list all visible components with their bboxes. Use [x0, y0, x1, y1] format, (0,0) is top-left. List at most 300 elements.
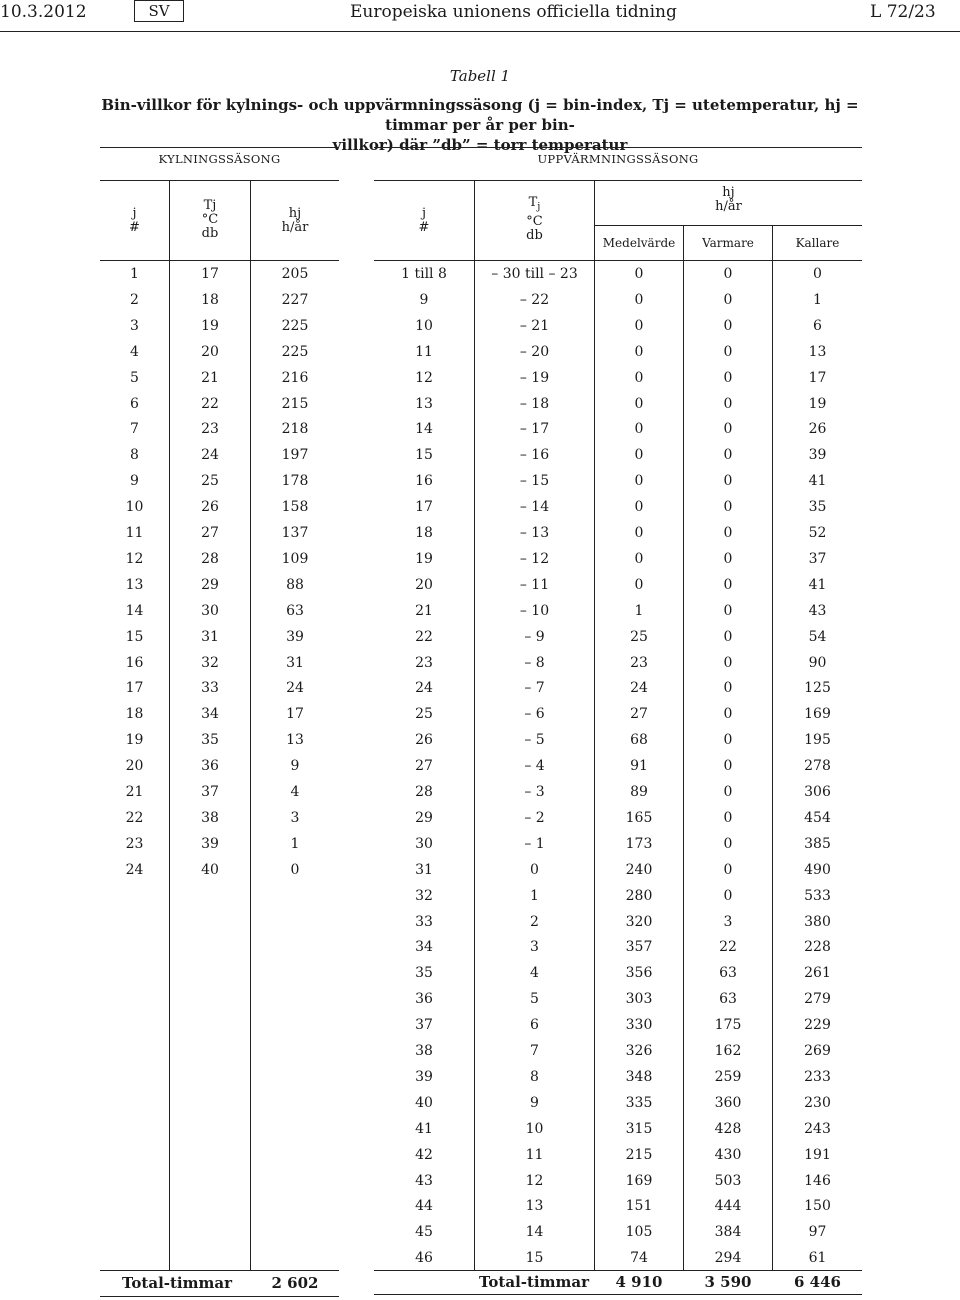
- header-rule: [0, 31, 960, 32]
- heating-cell: 46: [415, 1250, 433, 1267]
- heating-cell: 428: [714, 1120, 742, 1137]
- heating-cell: 15: [525, 1250, 544, 1267]
- heating-cell: 23: [630, 654, 648, 671]
- heating-cell: 303: [625, 991, 653, 1008]
- heating-cell: 39: [808, 447, 827, 464]
- heating-cell: 326: [625, 1043, 653, 1059]
- heating-cell: 150: [804, 1198, 831, 1215]
- cooling-cell: 40: [201, 861, 219, 878]
- heating-cell: 315: [625, 1120, 653, 1137]
- heating-cell: 0: [723, 395, 733, 412]
- cooling-cell: 19: [201, 317, 219, 334]
- heating-cell: 294: [714, 1250, 742, 1267]
- heating-cell: 97: [808, 1224, 827, 1241]
- heating-cell: 91: [630, 758, 648, 775]
- cooling-cell: 225: [281, 317, 309, 334]
- cooling-cell: 24: [286, 680, 304, 697]
- heating-cell: 23: [415, 654, 433, 671]
- cooling-cell: 19: [125, 732, 144, 749]
- cooling-cell: 31: [286, 654, 304, 671]
- heating-cell: – 4: [524, 758, 545, 775]
- heating-cell: 45: [415, 1224, 433, 1241]
- heating-cell: 0: [723, 784, 733, 800]
- heating-cell: 360: [714, 1094, 742, 1111]
- heating-cell: 15: [415, 447, 433, 464]
- heating-cell: 1: [813, 291, 822, 308]
- cooling-cell: 0: [290, 861, 300, 878]
- cooling-cell: 22: [125, 809, 144, 826]
- cooling-cell: 26: [201, 499, 219, 516]
- heating-cell: 1: [530, 887, 539, 904]
- heating-cell: 11: [525, 1146, 544, 1163]
- cooling-cell: 17: [125, 680, 144, 697]
- heating-cell: 26: [415, 732, 433, 749]
- heating-cell: – 18: [519, 395, 550, 412]
- heating-cell: 17: [808, 369, 827, 386]
- heating-cell: 430: [714, 1146, 742, 1163]
- heating-cell: 37: [415, 1017, 433, 1034]
- cooling-top-rule: [100, 147, 339, 148]
- heating-cell: 0: [723, 732, 733, 749]
- heating-cell: – 8: [524, 654, 545, 671]
- heating-cell: 52: [808, 525, 827, 541]
- heating-cell: – 9: [524, 628, 545, 645]
- heating-col-hj-header: hj h/år: [715, 185, 742, 214]
- heating-cell: 11: [415, 343, 433, 360]
- heating-cell: 0: [634, 473, 644, 490]
- heating-cell: – 1: [524, 835, 545, 852]
- heating-cell: 14: [415, 421, 433, 438]
- heating-cell: 380: [804, 913, 831, 930]
- heating-cell: 0: [813, 266, 822, 282]
- header-date: 10.3.2012: [0, 2, 87, 22]
- heating-cell: 0: [634, 525, 644, 541]
- heating-cell: 0: [723, 266, 733, 282]
- heating-cell: 357: [625, 939, 653, 956]
- heating-cell: 191: [804, 1146, 831, 1163]
- heating-cell: 30: [415, 835, 433, 852]
- cooling-cell: 5: [130, 369, 139, 386]
- heating-cell: 44: [415, 1198, 433, 1215]
- heating-cell: 4: [530, 965, 539, 982]
- heating-cell: – 10: [519, 602, 550, 619]
- page-reference: L 72/23: [870, 2, 936, 22]
- heating-cell: – 3: [524, 784, 545, 800]
- cooling-cell: 30: [201, 602, 219, 619]
- heating-cell: 7: [530, 1043, 539, 1059]
- heating-cell: 0: [723, 343, 733, 360]
- cooling-cell: 178: [281, 473, 309, 490]
- cooling-cell: 14: [125, 602, 144, 619]
- heating-cell: 38: [415, 1043, 433, 1059]
- heating-cell: 335: [625, 1094, 653, 1111]
- heating-cell: – 12: [519, 550, 550, 567]
- heating-cell: 444: [714, 1198, 742, 1215]
- journal-title: Europeiska unionens officiella tidning: [350, 2, 677, 22]
- heating-cell: 0: [634, 369, 644, 386]
- heating-cell: 0: [634, 447, 644, 464]
- heating-cell: 12: [525, 1172, 544, 1189]
- heating-cell: 0: [723, 628, 733, 645]
- cooling-cell: 17: [201, 266, 219, 282]
- cooling-season-title: KYLNINGSSÄSONG: [158, 152, 281, 166]
- heating-cell: 8: [530, 1068, 539, 1085]
- heating-cell: 146: [804, 1172, 831, 1189]
- cooling-cell: 24: [125, 861, 144, 878]
- cooling-cell: 13: [286, 732, 304, 749]
- heating-cell: 0: [723, 499, 733, 516]
- heating-cell: 0: [723, 809, 733, 826]
- heating-cell: 0: [634, 499, 644, 516]
- cooling-total-value: 2 602: [271, 1274, 319, 1292]
- cooling-cell: 16: [125, 654, 144, 671]
- heating-cell: 42: [415, 1146, 433, 1163]
- heating-cell: 41: [808, 576, 827, 593]
- heating-cell: 10: [415, 317, 433, 334]
- cooling-cell: 197: [281, 447, 309, 464]
- heating-cell: 0: [634, 421, 644, 438]
- cooling-bottom-rule: [100, 1296, 339, 1297]
- heating-cell: 74: [630, 1250, 648, 1267]
- heating-cell: 215: [625, 1146, 653, 1163]
- heating-cell: 35: [808, 499, 827, 516]
- heating-cell: 0: [723, 473, 733, 490]
- cooling-cell: 21: [125, 784, 144, 800]
- heating-cell: – 22: [519, 291, 550, 308]
- cooling-cell: 3: [290, 809, 300, 826]
- cooling-cell: 37: [201, 784, 219, 800]
- heating-cell: 29: [415, 809, 433, 826]
- heating-cell: 33: [415, 913, 433, 930]
- heating-cell: 503: [714, 1172, 742, 1189]
- heating-title-rule: [374, 180, 862, 181]
- heating-cell: 6: [530, 1017, 539, 1034]
- heating-cell: 27: [415, 758, 433, 775]
- heating-cell: 169: [625, 1172, 653, 1189]
- cooling-total-label: Total-timmar: [121, 1274, 232, 1292]
- heating-cell: 306: [804, 784, 831, 800]
- heating-cell: 0: [723, 861, 733, 878]
- cooling-cell: 18: [125, 706, 144, 723]
- cooling-cell: 216: [281, 369, 309, 386]
- heating-cell: 26: [808, 421, 827, 438]
- heating-cell: 90: [808, 654, 827, 671]
- heating-cell: 3: [530, 939, 539, 956]
- heating-sub-varmare: Varmare: [702, 236, 754, 250]
- heating-cell: 0: [634, 576, 644, 593]
- heating-cell: 9: [419, 291, 429, 308]
- cooling-cell: 17: [286, 706, 304, 723]
- heating-cell: 2: [530, 913, 539, 930]
- heating-cell: 261: [804, 965, 831, 982]
- heating-cell: 41: [415, 1120, 433, 1137]
- heating-cell: 89: [630, 784, 648, 800]
- heating-cell: 13: [808, 343, 827, 360]
- heating-cell: 233: [804, 1068, 831, 1085]
- heating-bottom-rule: [374, 1294, 862, 1295]
- cooling-cell: 13: [125, 576, 144, 593]
- heating-cell: 63: [719, 965, 737, 982]
- heating-cell: 0: [723, 602, 733, 619]
- heating-cell: 0: [723, 369, 733, 386]
- heating-season-title: UPPVÄRMNINGSSÄSONG: [537, 152, 699, 166]
- heating-cell: 1: [634, 602, 644, 619]
- heating-cell: 21: [415, 602, 433, 619]
- cooling-cell: 137: [281, 525, 309, 541]
- cooling-cell: 88: [286, 576, 304, 593]
- cooling-cell: 29: [201, 576, 219, 593]
- heating-cell: – 14: [519, 499, 550, 516]
- heating-cell: 22: [719, 939, 737, 956]
- heating-cell: 385: [804, 835, 831, 852]
- cooling-cell: 109: [281, 550, 309, 567]
- heating-total-varmare: 3 590: [704, 1273, 752, 1291]
- cooling-cell: 10: [125, 499, 144, 516]
- heating-cell: 41: [808, 473, 827, 490]
- heating-col-tj-header: $T_j$ °C db: [526, 195, 543, 243]
- heating-cell: 175: [714, 1017, 742, 1034]
- heating-cell: 0: [723, 550, 733, 567]
- heating-cell: 278: [804, 758, 831, 775]
- heating-cell: 35: [415, 965, 433, 982]
- heating-cell: 5: [530, 991, 539, 1008]
- heating-cell: 0: [723, 421, 733, 438]
- heating-cell: – 19: [519, 369, 550, 386]
- heating-cell: 18: [415, 525, 433, 541]
- heating-cell: 0: [723, 887, 733, 904]
- heating-cell: 16: [415, 473, 433, 490]
- heating-cell: 230: [804, 1094, 831, 1111]
- heating-cell: 105: [625, 1224, 653, 1241]
- heating-cell: 0: [723, 758, 733, 775]
- heating-cell: 356: [625, 965, 653, 982]
- heating-cell: 54: [808, 628, 827, 645]
- heating-cell: 31: [415, 861, 433, 878]
- cooling-cell: 39: [286, 628, 304, 645]
- heating-cell: 0: [723, 317, 733, 334]
- heating-cell: 43: [808, 602, 827, 619]
- cooling-cell: 23: [201, 421, 219, 438]
- cooling-col-j-header: j #: [129, 206, 140, 235]
- heating-total-kallare: 6 446: [794, 1273, 841, 1291]
- caption-line-1: Bin-villkor för kylnings- och uppvärmningssäsong (j = bin-index, Tj = utetemperatur, hj = timmar per år per bin-: [101, 96, 859, 134]
- heating-cell: 13: [525, 1198, 544, 1215]
- heating-cell: 165: [625, 809, 653, 826]
- cooling-cell: 12: [125, 550, 144, 567]
- heating-cell: 125: [804, 680, 831, 697]
- heating-cell: 10: [525, 1120, 544, 1137]
- heating-cell: 37: [808, 550, 827, 567]
- heating-cell: – 15: [519, 473, 550, 490]
- heating-cell: 169: [804, 706, 831, 723]
- cooling-cell: 25: [201, 473, 219, 490]
- cooling-cell: 31: [201, 628, 219, 645]
- heating-cell: – 2: [524, 809, 545, 826]
- cooling-cell: 227: [281, 291, 309, 308]
- heating-cell: 0: [634, 395, 644, 412]
- cooling-cell: 33: [201, 680, 219, 697]
- heating-cell: 151: [625, 1198, 653, 1215]
- heating-cell: 348: [625, 1068, 653, 1085]
- heating-cell: 0: [530, 861, 539, 878]
- cooling-cell: 36: [201, 758, 219, 775]
- heating-cell: 0: [723, 447, 733, 464]
- heating-cell: 3: [723, 913, 733, 930]
- cooling-cell: 205: [281, 266, 309, 282]
- heating-cell: 454: [804, 809, 831, 826]
- heating-top-rule: [374, 147, 862, 148]
- heating-cell: 228: [804, 939, 831, 956]
- heating-cell: 61: [808, 1250, 827, 1267]
- heating-cell: 36: [415, 991, 433, 1008]
- heating-col-j-header: j #: [418, 206, 430, 235]
- heating-cell: – 11: [519, 576, 550, 593]
- heating-cell: 0: [723, 835, 733, 852]
- cooling-cell: 3: [130, 317, 139, 334]
- heating-cell: – 13: [519, 525, 550, 541]
- table-label: Tabell 1: [449, 67, 511, 85]
- heating-cell: – 17: [519, 421, 550, 438]
- cooling-cell: 1: [130, 266, 139, 282]
- heating-cell: 0: [723, 680, 733, 697]
- cooling-cell: 8: [130, 447, 139, 464]
- heating-cell: 25: [415, 706, 433, 723]
- heating-total-label: Total-timmar: [478, 1273, 589, 1291]
- cooling-cell: 20: [125, 758, 144, 775]
- heating-cell: 9: [530, 1094, 539, 1111]
- heating-cell: 0: [634, 266, 644, 282]
- cooling-cell: 23: [125, 835, 144, 852]
- cooling-cell: 22: [201, 395, 219, 412]
- heating-cell: 0: [634, 343, 644, 360]
- cooling-cell: 4: [130, 343, 139, 360]
- cooling-col-hj-header: hj h/år: [281, 206, 309, 235]
- heating-cell: 43: [415, 1172, 433, 1189]
- heating-cell: – 30 till – 23: [491, 266, 578, 282]
- heating-cell: 162: [714, 1043, 742, 1059]
- heating-cell: 384: [714, 1224, 742, 1241]
- heating-cell: 229: [804, 1017, 831, 1034]
- cooling-cell: 63: [286, 602, 304, 619]
- heating-cell: 269: [804, 1043, 831, 1059]
- heating-cell: – 16: [519, 447, 550, 464]
- heating-cell: 68: [630, 732, 648, 749]
- heating-cell: 0: [723, 576, 733, 593]
- cooling-cell: 11: [125, 525, 144, 541]
- heating-cell: 17: [415, 499, 433, 516]
- cooling-cell: 225: [281, 343, 309, 360]
- heating-cell: 24: [630, 680, 648, 697]
- heating-cell: 279: [804, 991, 831, 1008]
- cooling-cell: 158: [281, 499, 309, 516]
- heating-hj-subrule: [595, 225, 862, 226]
- cooling-cell: 28: [201, 550, 219, 567]
- heating-cell: 490: [804, 861, 831, 878]
- heating-cell: 24: [415, 680, 433, 697]
- heating-total-medelvarde: 4 910: [615, 1273, 663, 1291]
- heating-cell: 280: [625, 887, 653, 904]
- heating-cell: 0: [634, 550, 644, 567]
- cooling-cell: 1: [290, 835, 300, 852]
- cooling-cell: 27: [201, 525, 219, 541]
- cooling-cell: 39: [201, 835, 219, 852]
- language-badge: SV: [134, 0, 184, 22]
- heating-cell: 0: [723, 525, 733, 541]
- heating-cell: 22: [415, 628, 433, 645]
- heating-sub-medelvarde: Medelvärde: [602, 236, 676, 250]
- cooling-cell: 15: [125, 628, 144, 645]
- heating-cell: 13: [415, 395, 433, 412]
- heating-cell: 12: [415, 369, 433, 386]
- cooling-cell: 32: [201, 654, 219, 671]
- heating-cell: 0: [723, 291, 733, 308]
- heating-cell: 63: [719, 991, 737, 1008]
- cooling-cell: 38: [201, 809, 219, 826]
- heating-cell: – 21: [519, 317, 550, 334]
- cooling-cell: 9: [290, 758, 300, 775]
- heating-cell: 320: [625, 913, 653, 930]
- heating-cell: 14: [525, 1224, 544, 1241]
- cooling-cell: 35: [201, 732, 219, 749]
- cooling-cell: 7: [130, 421, 139, 438]
- heating-cell: – 6: [524, 706, 545, 723]
- heating-cell: – 5: [524, 732, 545, 749]
- heating-cell: 0: [634, 317, 644, 334]
- cooling-cell: 20: [201, 343, 219, 360]
- heating-cell: 40: [415, 1094, 433, 1111]
- cooling-col-tj-header: Tj °C db: [201, 198, 219, 241]
- heating-cell: 25: [630, 628, 648, 645]
- heating-cell: 28: [415, 784, 433, 800]
- heating-cell: 330: [625, 1017, 653, 1034]
- heating-cell: 34: [415, 939, 433, 956]
- cooling-cell: 9: [130, 473, 139, 490]
- cooling-cell: 6: [130, 395, 139, 412]
- heating-cell: 173: [625, 835, 653, 852]
- heating-cell: 195: [804, 732, 831, 749]
- cooling-title-rule: [100, 180, 339, 181]
- cooling-cell: 215: [281, 395, 309, 412]
- heating-cell: 0: [723, 706, 733, 723]
- heating-cell: 533: [804, 887, 831, 904]
- caption-line-2: villkor) där ”db” = torr temperatur: [332, 136, 628, 154]
- cooling-cell: 2: [130, 291, 139, 308]
- heating-cell: 20: [415, 576, 433, 593]
- heating-cell: – 20: [519, 343, 550, 360]
- heating-cell: 27: [630, 706, 648, 723]
- heating-cell: 0: [723, 654, 733, 671]
- heating-cell: 19: [808, 395, 827, 412]
- cooling-cell: 218: [281, 421, 309, 438]
- heating-cell: 0: [634, 291, 644, 308]
- heating-cell: 32: [415, 887, 433, 904]
- heating-cell: 39: [415, 1068, 433, 1085]
- heating-sub-kallare: Kallare: [795, 236, 840, 250]
- cooling-cell: 21: [201, 369, 219, 386]
- cooling-cell: 18: [201, 291, 219, 308]
- heating-cell: 243: [804, 1120, 831, 1137]
- heating-cell: 19: [415, 550, 433, 567]
- heating-cell: 259: [714, 1068, 742, 1085]
- cooling-cell: 34: [201, 706, 219, 723]
- table-caption: [95, 95, 865, 155]
- heating-cell: – 7: [524, 680, 545, 697]
- heating-cell: 240: [625, 861, 653, 878]
- heating-cell: 6: [813, 317, 822, 334]
- cooling-cell: 4: [290, 784, 300, 800]
- cooling-cell: 24: [201, 447, 219, 464]
- heating-cell: 1 till 8: [401, 266, 447, 282]
